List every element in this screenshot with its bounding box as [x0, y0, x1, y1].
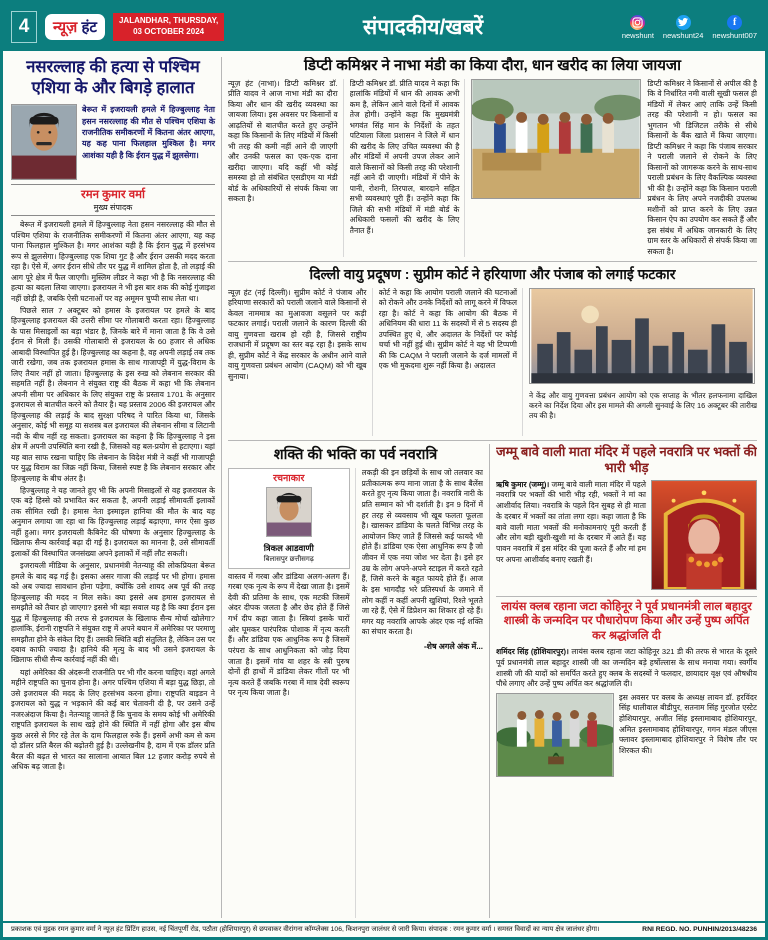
- article-navratri-body: [228, 468, 483, 918]
- article-nasrallah-byline: [11, 184, 215, 216]
- photo-lions-plantation: [496, 693, 614, 777]
- body-text: लकड़ी की इन छड़ियों के साथ जो तलवार का प्रतीकात्मक रूप माना जाता है के साथ बैलेंस करते हुए नृत्य किया जाता है। नवरात्रि नारी के प्रति सम्मान को भी दर्शाती है। इन 9 दिनों में हर तरह से व्यवसाय भी खूब फलता फूलता है। खासकर डांडिया के चलते विभिन्न तरह के आयोजन किए जाते हैं जिससे कई फायदे भी होते हैं। डांडिया एक ऐसा आधुनिक रूप है जो जीवन में एक नया जोश भर देता है। इसे हर उम्र के लोग अपने-अपने स्टाइल में करते रहते हैं, जिसे करने के बहुत फायदे होते हैं। आज के इस भागदौड़ भरे प्रतिस्पर्धा के जमाने में लोग कहीं न कहीं अपनी खुशियां, रिश्ते भूलते जा रहे हैं, ऐसे में डिप्रेशन का शिकार हो रहे हैं। मगर यह नवरात्रि आपके अंदर एक नई शक्ति का संचार करता है।: [361, 468, 483, 637]
- article-lions-headline: लायंस क्लब रहाना जटा कोहिनूर ने पूर्व प्रधानमंत्री लाल बहादुर शास्त्री के जन्मदिन पर पौधारोपण किया और उन्हें पुष्प अर्पित कर श्रद्धांजलि दी: [501, 600, 752, 643]
- article-pollution-body: [228, 288, 757, 436]
- twitter-icon[interactable]: [676, 15, 691, 30]
- author-box: [228, 468, 350, 569]
- dateline-line2: 03 OCTOBER 2024: [133, 27, 205, 36]
- body-paragraph: हिज्बुल्लाह ने यह जानते हुए भी कि अपनी मिसाइलों से वह इजरायल के एक बड़े हिस्से को प्रभावित कर सकता है, अपनी लड़ाई सीमावर्ती इलाकों तक सीमित रखी है। हमास नेता इस्माइल हानिया की मौत के बाद यह अनुमान लगाया जा रहा था कि हिज्बुल्लाह लड़ाई बढ़ाएगा, मगर ऐसा कुछ नहीं हुआ। मगर इजरायली कैबिनेट की घोषणा के अनुसार हिज्बुल्लाह के खिलाफ सैन्य कार्रवाई बढ़ा दी गई है। इजरायल का मानना है, उसे सीमावर्ती इलाकों की विस्थापित जनसंख्या अपने इलाकों में नहीं लौट सकती।: [11, 485, 215, 558]
- photo-delhi-skyline: [529, 288, 755, 384]
- article-lions-body: [496, 647, 757, 690]
- article-navratri-headline: शक्ति की भक्ति का पर्व नवरात्रि: [273, 447, 438, 463]
- bottom-row: [228, 440, 757, 918]
- photo-mata-mandir: [651, 480, 757, 590]
- social-handle[interactable]: newshunt24: [662, 30, 704, 40]
- body-column: कोर्ट ने कहा कि आयोग पराली जलाने की घटनाओं को रोकने और उनके निर्देशों को लागू करने में विफल रहा है। कोर्ट ने कहा कि आयोग की बैठक में अधिनियम की धारा 11 के सदस्यों में से 5 सदस्य ही उपस्थित हुए थे, और अदालत के निर्देशों पर कोई चर्चा भी नहीं हुई थी। सुप्रीम कोर्ट ने यह भी टिप्पणी की कि CAQM ने पराली जलाने के दर्ज मामलों में एक भी मुकदमा शुरू नहीं किया है। अदालत: [379, 288, 524, 436]
- pollution-figure: [529, 288, 757, 436]
- imprint-text: प्रकाशक एवं मुद्रक रमन कुमार वर्मा ने न्यूज़ हंट प्रिंटिंग हाउस, नई चिंतपूर्णी रोड, पठौता (होशियारपुर) से छपवाकर वीरांगना कॉम्प्लेक्स 106, किशनपुरा जालंधर से जारी किया। संपादक : रमन कुमार वर्मा । समस्त विवादों का न्याय क्षेत्र जालंधर होगा।: [11, 925, 600, 933]
- right-stack: [496, 444, 757, 918]
- body-text: लायंस क्लब रहाना जटा कोहिनूर 321 डी की तरफ से भारत के दूसरे पूर्व प्रधानमंत्री लाल बहादुर शास्त्री जी का जन्मदिन बड़े हर्षोल्लास के साथ मनाया गया। स्वर्गीय शास्त्री जी की यादों को समर्पित करते हुए क्लब के सदस्यों ने फलदार, छायादार वृक्ष एवं औषधीय पौधे लगाए और उन्हें पुष्प अर्पित कर श्रद्धांजलि दी।: [496, 647, 757, 689]
- main-column: [222, 57, 757, 918]
- social-links: [622, 15, 757, 40]
- article-pollution: [228, 261, 757, 436]
- article-pollution-headline: दिल्ली वायु प्रदूषण : सुप्रीम कोर्ट ने हरियाणा और पंजाब को लगाई फटकार: [309, 266, 676, 282]
- rni-number: RNI REGD. NO. PUNHIN/2013/48236: [642, 925, 757, 933]
- social-facebook[interactable]: [712, 15, 757, 40]
- continued-note: -शेष अगले अंक में...: [423, 642, 483, 651]
- brand-name-part1: न्यूज़: [53, 19, 78, 36]
- body-text: इस अवसर पर क्लब के अध्यक्ष लायन डॉ. हरविंदर सिंह थालीवाल बीडीपुर, सतनाम सिंह गुरजोत एस्टेट होशियारपुर, अजीत सिंह इस्लामाबाद होशियारपुर, अमित इस्लामाबाद होशियारपुर, गगन मंडल जीएस फ्लावर इस्लामाबाद होशियारपुर ने विशेष तौर पर शिरकत की।: [619, 692, 757, 755]
- body-text: वास्तव में गरबा और डांडिया अलग-अलग हैं। गरबा एक नृत्य के रूप में देखा जाता है। इसमें देवी की प्रतिमा के साथ, एक मटकी जिसमें अंदर दीपक जलता है और छेद होते हैं जिसे गर्भ दीप कहा जाता है। स्त्रियां इसके चारों ओर घूमकर पारंपरिक पोशाक में नृत्य करती हैं। और डांडिया एक आधुनिक रूप है जिसमें परंपरा के साथ आधुनिकता को जोड़ दिया जाता है। इसमें गांव या शहर के स्त्री पुरुष दोनों ही हाथों में डांडिया लेकर गीतों पर भी नृत्य करते हैं जबकि गरबा में मात्र देवी स्वरूप पर नृत्य किया जाता है।: [228, 571, 350, 698]
- instagram-icon[interactable]: [630, 15, 645, 30]
- photo-raman-kumar-verma: [11, 104, 77, 180]
- article-navratri: [228, 444, 490, 918]
- body-column: न्यूज़ हंट (नई दिल्ली)। सुप्रीम कोर्ट ने पंजाब और हरियाणा सरकारों को पराली जलाने वाले किसानों से केवल नाममात्र का मुआवजा वसूलने पर कड़ी फटकार लगाई। पराली जलाने के कारण दिल्ली की वायु गुणवत्ता खराब हो रही है, जिससे राष्ट्रीय राजधानी में प्रदूषण का स्तर बढ़ रहा है। इसके साथ ही, सुप्रीम कोर्ट ने केंद्र सरकार के अधीन आने वाले वायु गुणवत्ता प्रबंधन आयोग (CAQM) को भी खूब सुनाया।: [228, 288, 373, 436]
- facebook-icon[interactable]: f: [727, 15, 742, 30]
- section-title: संपादकीय/खबरें: [363, 16, 484, 39]
- byline-name: रमन कुमार वर्मा: [81, 189, 145, 202]
- body-paragraph: यहां अमेरिका की अंदरूनी राजनीति पर भी गौर करना चाहिए। वहां अगले महीने राष्ट्रपति का चुनाव होना है। अगर पश्चिम एशिया में बड़ा युद्ध छिड़ा, तो उसे इजरायल की मदद के लिए हरसंभव करना होगा। राष्ट्रपति बाइडन ने इजरायल को युद्ध न भड़काने की कई बार चेतावनी दी है, पर उसने उन्हें नजरअंदाज किया है। नेतन्याहू जानते हैं कि चुनाव के समय कोई भी अमेरिकी राष्ट्रपति इजरायल के साथ खड़े होने की स्थिति में नहीं होगा और इस बीच कुछ अरसे से गिर रहे तेल के दाम फिलहाल रुके हैं। इसमें अभी कम से कम दो डॉलर प्रति बैरल की बढ़ोतरी हुई है। उल्लेखनीय है, दाम में एक डॉलर प्रति बैरल की बढ़त से भारत का सालाना आयात बिल 12 हजार करोड़ रुपये से अधिक बढ़ जाता है।: [11, 667, 215, 772]
- article-mandi-body: [228, 79, 757, 257]
- body-column: न्यूज़ हंट (नाभा)। डिप्टी कमिश्नर डॉ. प्रीति यादव ने आज नाभा मंडी का दौरा किया और धान की खरीद व्यवस्था का जायजा लिया। इस अवसर पर किसानों व आढ़तियों से बातचीत करते हुए उन्होंने कहा कि किसानों के लिए मंडियों में किसी भी तरह की कमी नहीं आने दी जाएगी और उनकी फसल का एक-एक दाना खरीदा जाएगा। यदि कहीं भी कोई समस्या हो तो संबंधित एसडीएम या मंडी बोर्ड के अधिकारियों से संपर्क किया जा सकता है।: [228, 79, 344, 257]
- article-lions-row: [496, 693, 757, 777]
- author-label: रचनाकार: [273, 473, 305, 484]
- social-twitter[interactable]: [663, 15, 703, 40]
- article-jammu-headline: जम्मू बावे वाली माता मंदिर में पहले नवरात्रि पर भक्तों की भारी भीड़: [496, 444, 757, 476]
- photo-author-trikal-advani: [266, 487, 312, 537]
- article-mandi: [228, 57, 757, 257]
- article-nasrallah-body: [11, 220, 215, 772]
- author-name: त्रिकल आडवाणी: [263, 542, 314, 553]
- article-jammu: [496, 444, 757, 592]
- social-handle[interactable]: newshunt: [621, 30, 654, 40]
- author-place: बिलासपुर छत्तीसगढ़: [263, 555, 314, 563]
- article-mandi-headline: डिप्टी कमिश्नर ने नाभा मंडी का किया दौरा, धान खरीद का लिया जायजा: [304, 57, 681, 74]
- dateline-line1: JALANDHAR, THURSDAY,: [118, 16, 219, 26]
- social-handle[interactable]: newshunt007: [712, 30, 757, 40]
- social-instagram[interactable]: [622, 15, 654, 40]
- body-paragraph: बेरूत में इजरायली हमले में हिज्बुल्लाह नेता हसन नसरल्लाह की मौत से पश्चिम एशिया के राजनीतिक समीकरणों में कितना अंतर आएगा, यह कह पाना फिलहाल मुश्किल है। मगर आशंका यही है कि ईरान युद्ध में हरसंभव रूप से झुलसेगा। हिज्बुल्लाह एक शिया गुट है और ईरान उसकी मदद करता रहा है। ऐसे में, अगर ईरान सीधे तौर पर युद्ध में शामिल होता है, तो लड़ाई की आग पूरे क्षेत्र में फैल जाएगी। मुस्लिम लीडर ने कहा भी है कि नसरल्लाह की हत्या का बदला लिया जाएगा। इजरायल ने भी इस बार शक की कोई गुंजाइश नहीं छोड़ी है, जबकि ऐसी घटनाओं पर वह अमूमन चुप्पी साध लेता था।: [11, 220, 215, 303]
- body-paragraph: इजरायली मीडिया के अनुसार, प्रधानमंत्री नेतन्याहू की लोकप्रियता बेरूत हमले के बाद बढ़ गई है। इसका असर गाजा की लड़ाई पर भी होगा। हमास को अब ज्यादा सावधान होना पड़ेगा, क्योंकि उसे शायद अब पूर्व की तरह हिज्बुल्लाह की मदद न मिल सके। क्या इससे अब हमास इजरायल से समझौते को तैयार हो जाएगा? इससे भी बड़ा सवाल यह है कि क्या ईरान इस युद्ध में हिज्बुल्लाह की तरफ से इजरायल के खिलाफ सैन्य मोर्चा खोलेगा? हालांकि, ईरानी राष्ट्रपति ने संयुक्त राष्ट्र में अपने बयान में अमेरिका पर परमाणु समझौता होने के संकेत दिए हैं। उसकी स्थिति बड़ी संतुलित है, लेकिन उस पर दबाव काफी ज्यादा है। हानिये की मृत्यु के बाद भी उसने इजरायल के खिलाफ सीधी सैन्य कार्रवाई नहीं की थी।: [11, 561, 215, 665]
- imprint-footer: [3, 921, 765, 937]
- content-area: [3, 51, 765, 921]
- article-lions-byline: शमिंदर सिंह (होशियारपुर)।: [496, 647, 569, 657]
- dateline: [113, 13, 224, 41]
- photo-mandi-visit: [471, 79, 641, 199]
- brand-name-part2: हंट: [81, 19, 97, 36]
- body-text: जम्मू बावे वाली माता मंदिर में पहले नवरात्रि पर भक्तों की भारी भीड़ रही, भक्तों ने मां का आशीर्वाद लिया। नवरात्रि के पहले दिन सुबह से ही माता के दरबार में भक्तों का तांता लगा रहा। कहा जाता है कि बावे वाली माता भक्तों की मनोकामनाएं पूरी करती हैं और लोग बड़ी खुशी-खुशी मां के दरबार में आते हैं। यह पावन नवरात्रि में इस मंदिर की पूजा करते हैं और मां हम पर अपना आशीर्वाद बनाए रखती हैं।: [496, 479, 646, 564]
- article-lions: [496, 596, 757, 918]
- brand-logo: [45, 14, 105, 40]
- body-column: [228, 468, 356, 918]
- article-jammu-body: [496, 480, 757, 566]
- masthead: [3, 3, 765, 51]
- article-nasrallah-headline: नसरल्लाह की हत्या से पश्चिम एशिया के और बिगड़े हालात: [26, 58, 200, 97]
- article-nasrallah: [11, 57, 222, 918]
- body-paragraph: पिछले साल 7 अक्टूबर को हमास के इजरायल पर हमले के बाद हिज्बुल्लाह इजरायल की उत्तरी सीमा पर गोलाबारी करता रहा। हिज्बुल्लाह के पास मिसाइलों का बड़ा भंडार है, जिनके बारे में माना जाता है कि वे उसे ईरान से मिली हैं। उसकी गोलाबारी से इजरायल के 60 हजार से अधिक आबादी विस्थापित हुई है। हिज्बुल्लाह का कहना है, वह अपनी लड़ाई तब तक जारी रखेगा, जब तक इजरायल हमास के साथ गाजापट्टी में युद्ध-विराम के लिए तैयार नहीं हो जाता। हिज्बुल्लाह के इस रुख को लेबनान सरकार की सहमति नहीं है। लेबनान ने संयुक्त राष्ट्र की बैठक में कहा भी कि लेबनान अपनी सीमा पर अधिकार के लिए संयुक्त राष्ट्र के प्रस्ताव 1701 के अनुसार इजरायल से बातचीत करने को तैयार है। यह प्रस्ताव 2006 की इजरायल और हिज्बुल्लाह की लड़ाई के बाद सुरक्षा परिषद ने पारित किया था, जिसके अनुसार, कोई भी समूह या सशस्त्र बल इजरायल की लेबनान सीमा व लिटानी नदी के बीच नहीं रह सकता। इजरायल का कहना है कि हिज्बुल्लाह ने इस क्षेत्र में अपनी उपस्थिति बना रखी है, जिसको वह बल-प्रयोग से हटाएगा। यहां यह बात साफ रखना चाहिए कि लेबनान के विदेश मंत्री ने कहीं भी गाजापट्टी पर युद्ध विराम का जिक्र नहीं किया, जिससे स्पष्ट है कि लेबनान सरकार और हिज्बुल्लाह के बीच अंतर है।: [11, 306, 215, 483]
- article-nasrallah-lede: [11, 104, 215, 180]
- body-column: डिप्टी कमिश्नर ने किसानों से अपील की है कि वे निर्धारित नमी वाली सूखी फसल ही मंडियों में लेकर आएं ताकि उन्हें किसी तरह की परेशानी न हो। फसल का भुगतान भी डिजिटल तरीके से सीधे किसानों के बैंक खाते में किया जाएगा। डिप्टी कमिश्नर ने कहा कि पंजाब सरकार ने पराली जलाने से रोकने के लिए किसानों को जागरूक करने के साथ-साथ पराली प्रबंधन के लिए वैकल्पिक व्यवस्था भी की है। उन्होंने कहा कि किसान पराली प्रबंधन के लिए अपने नजदीकी उपलब्ध मशीनों को प्राप्त करने के लिए उन्नत किसान ऐप का उपयोग कर सकते हैं और इस संबंध में अधिक जानकारी के लिए ग्राम स्तर के अधिकारों से संपर्क किया जा सकता है।: [647, 79, 757, 256]
- page-number: 4: [11, 11, 37, 43]
- pollution-caption: ने केंद्र और वायु गुणवत्ता प्रबंधन आयोग को एक सप्ताह के भीतर हलफनामा दाखिल करने का निर्देश दिया और इस मामले की अगली सुनवाई के लिए 16 अक्टूबर की तारीख तय की है।: [529, 391, 757, 420]
- article-nasrallah-intro: बेरूत में इजरायली हमले में हिज्बुल्लाह नेता हसन नसरल्लाह की मौत से पश्चिम एशिया के राजनीतिक समीकरणों में कितना अंतर आएगा, यह कह पाना फिलहाल मुश्किल है। मगर आशंका यही है कि ईरान युद्ध में झुलसेगा।: [82, 105, 215, 160]
- article-jammu-byline: ऋषि कुमार (जम्मू)।: [496, 479, 550, 489]
- body-column: [362, 468, 484, 918]
- byline-role: मुख्य संपादक: [93, 203, 133, 213]
- body-column: डिप्टी कमिश्नर डॉ. प्रीति यादव ने कहा कि हालांकि मंडियों में धान की आवक अभी कम है, लेकिन आने वाले दिनों में आवक तेज होगी। उन्होंने कहा कि मुख्यमंत्री भगवंत सिंह मान के निर्देशों के तहत पटियाला जिला प्रशासन ने जिले में धान की खरीद के लिए उचित व्यवस्था की है और मंडियों में अपनी उपज लेकर आने वाले किसानों को किसी तरह की परेशानी नहीं आने दी जाएगी। मंडियों में पीने के पानी, रोशनी, तिरपाल, बारदाने सहित सभी व्यवस्थाएं पूरी हैं। उन्होंने कहा कि जिले की सभी मंडियों में मंडी बोर्ड के अधिकारी फसलों की खरीद के लिए तैनात हैं।: [350, 79, 466, 257]
